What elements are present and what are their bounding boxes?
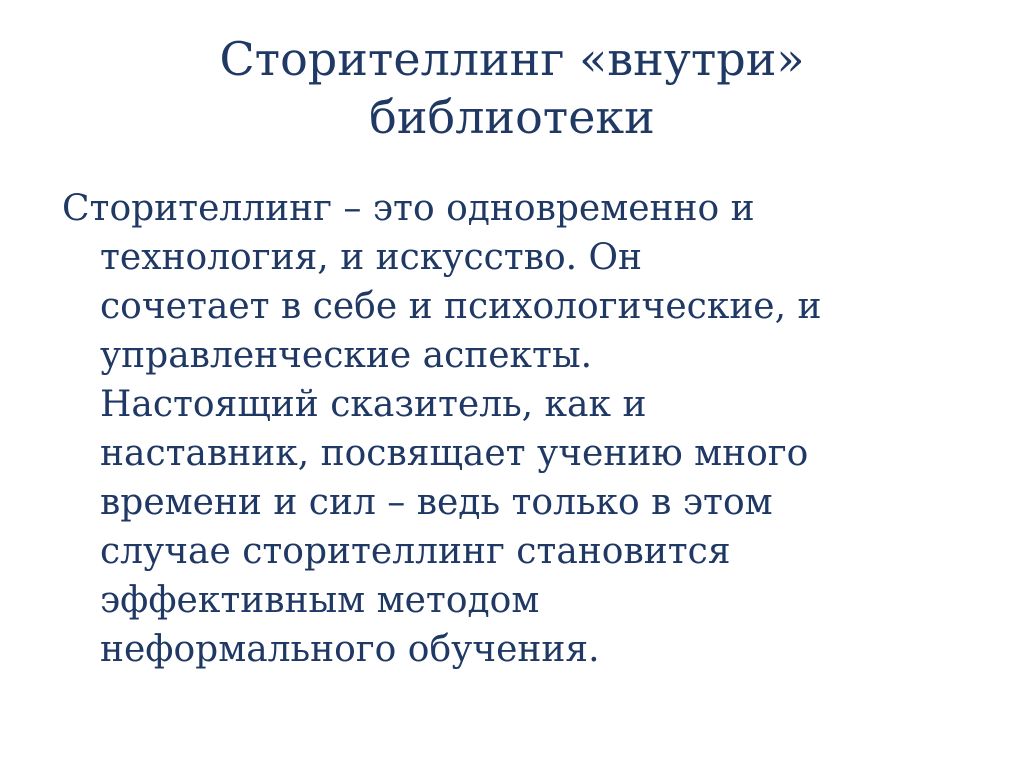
body-line: Сторителлинг – это одновременно и — [62, 188, 755, 229]
body-line: технология, и искусство. Он — [100, 237, 643, 278]
body-line: Настоящий сказитель, как и — [100, 384, 647, 425]
body-line: времени и сил – ведь только в этом — [100, 482, 773, 523]
body-line: случае сторителлинг становится — [100, 531, 731, 572]
body-line: наставник, посвящает учению много — [100, 433, 809, 474]
body-line: сочетает в себе и психологические, и — [100, 286, 822, 327]
slide-title-line: Сторителлинг «внутри» — [219, 32, 805, 86]
body-line: эффективным методом — [100, 580, 540, 621]
slide-body-text — [62, 184, 1010, 674]
body-line: управленческие аспекты. — [100, 335, 593, 376]
slide-title-line: библиотеки — [369, 90, 655, 144]
slide-title — [0, 30, 1024, 146]
body-line: неформального обучения. — [100, 629, 600, 670]
